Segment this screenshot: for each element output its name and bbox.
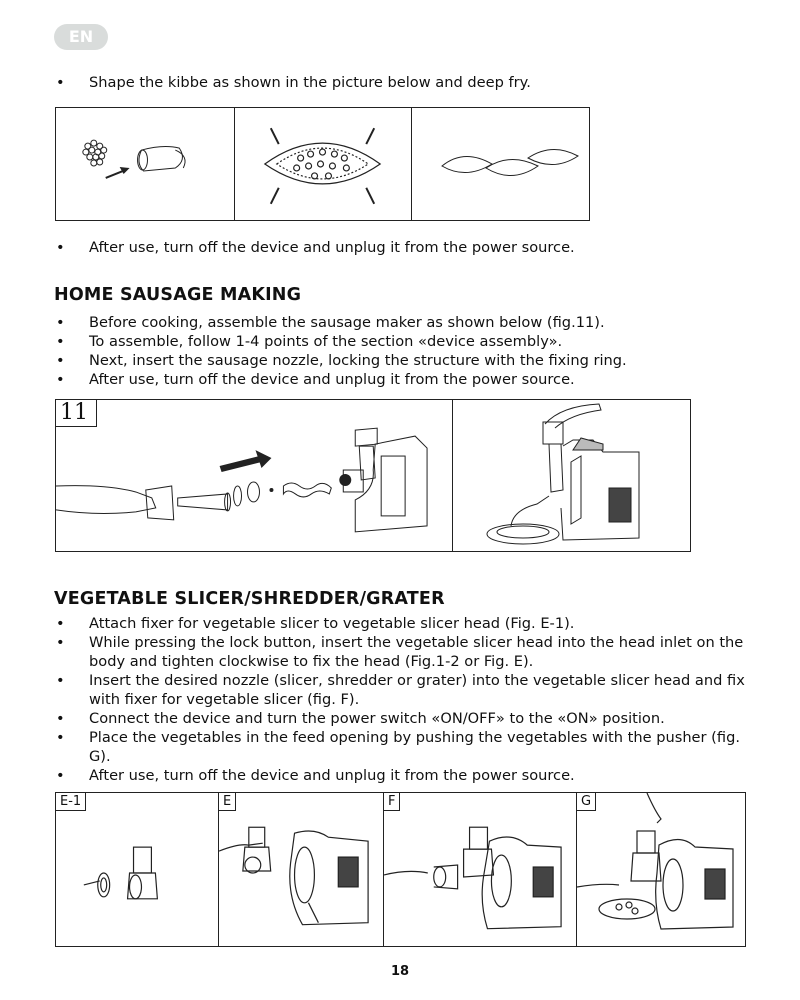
sausage-assembly-panel [56, 400, 453, 551]
list-item: • Place the vegetables in the feed opening by pushing the vegetables with the pusher (fig. G). [54, 728, 754, 766]
sausage-assembly-illustration [56, 400, 452, 551]
figure-label-f: F [383, 792, 400, 811]
sausage-bullet-list [54, 313, 754, 389]
list-item: • Shape the kibbe as shown in the picture below and deep fry. [54, 73, 754, 92]
list-item: • Connect the device and turn the power switch «ON/OFF» to the «ON» position. [54, 709, 754, 728]
kibbe-step-3-illustration [412, 108, 591, 220]
slicer-figures [55, 792, 746, 947]
page-number: 18 [390, 964, 410, 979]
figure-label-e1: E-1 [55, 792, 86, 811]
list-item: • Next, insert the sausage nozzle, locking the structure with the fixing ring. [54, 351, 754, 370]
sausage-figure-11 [55, 399, 691, 552]
fig-e-illustration [219, 793, 383, 946]
kibbe-panel-2 [235, 108, 412, 220]
list-item: • Insert the desired nozzle (slicer, shredder or grater) into the vegetable slicer head and fix with fixer for vegetable slicer (fig. F). [54, 671, 754, 709]
sausage-result-panel [453, 400, 690, 551]
list-item: • After use, turn off the device and unplug it from the power source. [54, 370, 754, 389]
fig-e1-illustration [56, 793, 218, 946]
list-item: • While pressing the lock button, insert the vegetable slicer head into the head inlet on the body and tighten clockwise to fix the head (Fig.1-2 or Fig. E). [54, 633, 754, 671]
figure-label-11: 11 [55, 399, 97, 427]
after-use-bullet-list [54, 238, 754, 257]
fig-f-illustration [384, 793, 576, 946]
figure-label-e: E [218, 792, 236, 811]
kibbe-bullet-list [54, 73, 754, 92]
fig-f-panel [384, 793, 577, 946]
fig-g-panel [577, 793, 747, 946]
fig-e-panel [219, 793, 384, 946]
slicer-bullet-list [54, 614, 754, 785]
fig-e1-panel [56, 793, 219, 946]
kibbe-panel-1 [56, 108, 235, 220]
list-item: • To assemble, follow 1-4 points of the section «device assembly». [54, 332, 754, 351]
kibbe-step-2-illustration [235, 108, 411, 220]
kibbe-step-1-illustration [56, 108, 234, 220]
language-badge: EN [54, 24, 108, 50]
sausage-result-illustration [453, 400, 690, 551]
fig-g-illustration [577, 793, 747, 946]
list-item: • After use, turn off the device and unplug it from the power source. [54, 766, 754, 785]
slicer-heading: VEGETABLE SLICER/SHREDDER/GRATER [54, 589, 445, 609]
figure-label-g: G [576, 792, 596, 811]
sausage-heading: HOME SAUSAGE MAKING [54, 285, 302, 305]
list-item: • Before cooking, assemble the sausage maker as shown below (fig.11). [54, 313, 754, 332]
list-item: • Attach fixer for vegetable slicer to vegetable slicer head (Fig. E-1). [54, 614, 754, 633]
kibbe-panel-3 [412, 108, 591, 220]
list-item: • After use, turn off the device and unplug it from the power source. [54, 238, 754, 257]
kibbe-figure [55, 107, 590, 221]
